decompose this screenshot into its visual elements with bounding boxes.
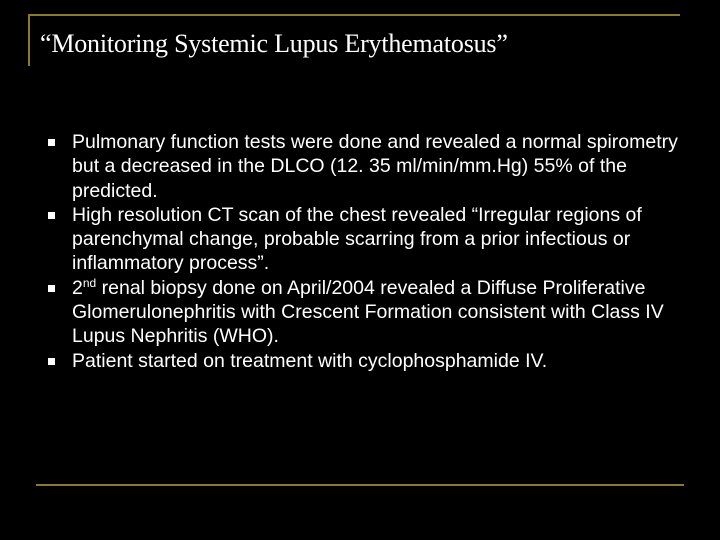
bullet-item-treatment (40, 349, 690, 373)
bullet-item-ct-scan (40, 203, 690, 276)
bullet-item-renal-biopsy (40, 276, 690, 349)
bullet-text: renal biopsy done on April/2004 revealed a Diffuse Proliferative Glomerulonephritis with Crescent Formation consistent with Class IV Lupus Nephritis (WHO). (72, 276, 664, 348)
bullet-ordinal-superscript: nd (82, 275, 97, 290)
bottom-rule (36, 484, 684, 486)
title-frame-left-rule (28, 14, 30, 66)
bullet-item-pulmonary-function (40, 130, 690, 203)
bullet-ordinal-number: 2 (72, 276, 83, 299)
square-bullet-icon (48, 358, 55, 365)
bullet-text: Patient started on treatment with cyclophosphamide IV. (72, 349, 548, 372)
slide-title: “Monitoring Systemic Lupus Erythematosus” (40, 29, 508, 58)
square-bullet-icon (48, 212, 55, 219)
square-bullet-icon (48, 139, 55, 146)
bullet-list (40, 130, 690, 373)
title-frame-top-rule (28, 14, 680, 16)
bullet-text: High resolution CT scan of the chest revealed “Irregular regions of parenchymal change, probable scarring from a prior infectious or inflammatory process”. (72, 203, 642, 275)
bullet-text: Pulmonary function tests were done and revealed a normal spirometry but a decreased in the DLCO (12. 35 ml/min/mm.Hg) 55% of the predicted. (72, 131, 678, 202)
square-bullet-icon (48, 285, 55, 292)
